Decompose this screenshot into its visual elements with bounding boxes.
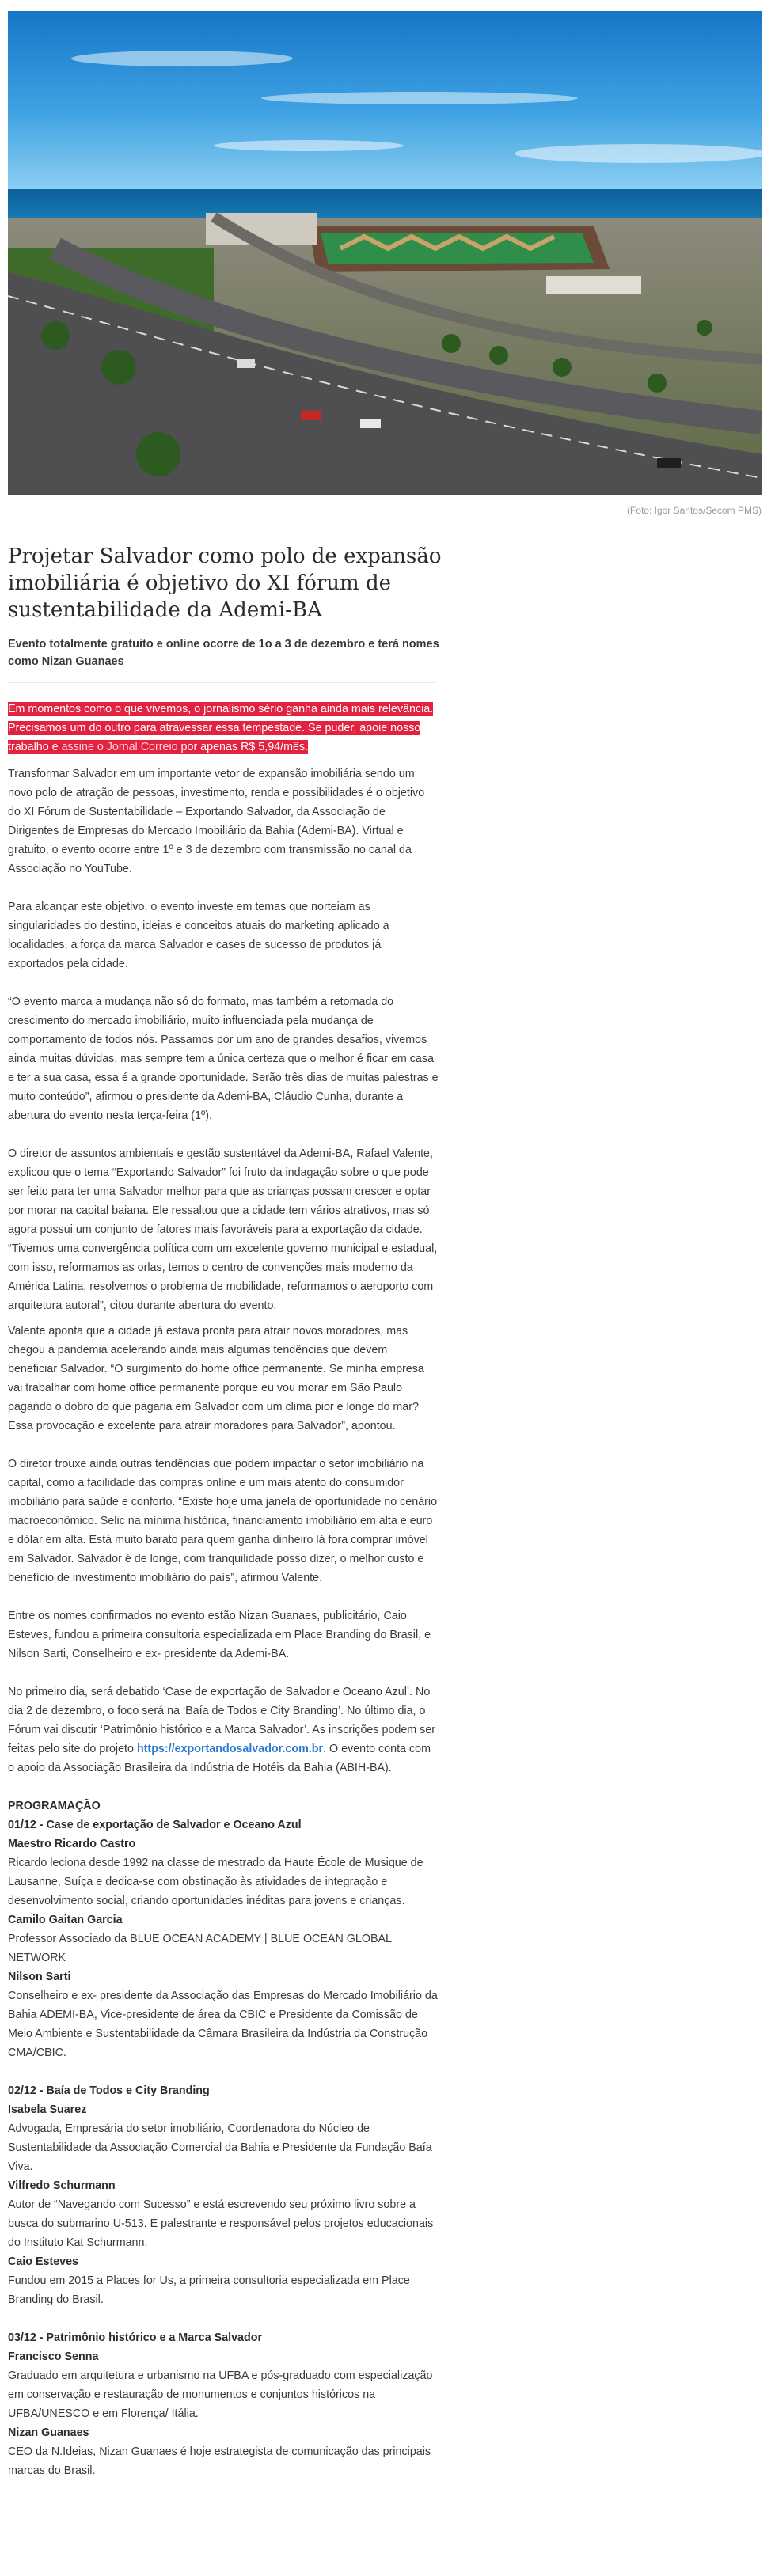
article-paragraph: Para alcançar este objetivo, o evento investe em temas que norteiam as singularidades do destino, ideias e conceitos atuais do marketing aplicado a localidades, a força da marca Salvador e cases de sucesso de produtos já exportados pela cidade.: [8, 901, 389, 970]
session-title: 01/12 - Case de exportação de Salvador e Oceano Azul: [8, 1819, 302, 1831]
article-paragraph: Entre os nomes confirmados no evento estão Nizan Guanaes, publicitário, Caio Esteves, fundou a primeira consultoria especializada em Place Branding do Brasil, e Nilson Sarti, Conselheiro e ex- presidente da Ademi-BA.: [8, 1610, 431, 1660]
article-paragraph: O diretor de assuntos ambientais e gestão sustentável da Ademi-BA, Rafael Valente, explicou que o tema “Exportando Salvador” foi fruto da indagação sobre o que pode ser feito para ter uma Salvador melhor para que as crianças possam crescer e optar por morar na capital baiana. Ele ressaltou que a cidade tem vários atrativos, mas só agora possui um conjunto de fatores mais favoráveis para a exportação da cidade. “Tivemos uma convergência política com um excelente governo municipal e estadual, com isso, reformamos as orlas, temos o centro de convenções mais moderno da América Latina, resolvemos o problema de mobilidade, reformamos o aeroporto com arquitetura autoral”, citou durante abertura do evento.: [8, 1148, 438, 1312]
speaker-name: Francisco Senna: [8, 2350, 99, 2363]
speaker-bio: Autor de “Navegando com Sucesso” e está escrevendo seu próximo livro sobre a busca do submarino U-513. É palestrante e responsável pelos projetos educacionais do Instituto Kat Schurmann.: [8, 2199, 434, 2249]
speaker-bio: Advogada, Empresária do setor imobiliário, Coordenadora do Núcleo de Sustentabilidade da Associação Comercial da Bahia e Presidente da Fundação Baía Viva.: [8, 2123, 432, 2173]
speaker-name: Maestro Ricardo Castro: [8, 1838, 136, 1850]
speaker-bio: Professor Associado da BLUE OCEAN ACADEMY | BLUE OCEAN GLOBAL NETWORK: [8, 1933, 392, 1964]
article-paragraph: O diretor trouxe ainda outras tendências que podem impactar o setor imobiliário na capital, como a facilidade das compras online e um mais atento do consumidor imobiliário para saúde e conforto. “Existe hoje uma janela de oportunidade no cenário macroeconômico. Selic na mínima histórica, financiamento imobiliário em alta e euro e dólar em alta. Está muito barato para quem ganha dinheiro lá fora comprar imóvel em Salvador. Salvador é de longe, com tranquilidade posso dizer, o melhor custo e benefício de investimento imobiliário do país”, afirmou Valente.: [8, 1458, 438, 1584]
speaker-bio: Ricardo leciona desde 1992 na classe de mestrado da Haute École de Musique de Lausanne, Suíça e dedica-se com obstinação às atividades de integração e desenvolvimento social, criando oportunidades inéditas para jovens e crianças.: [8, 1857, 423, 1907]
speaker-name: Nizan Guanaes: [8, 2426, 89, 2439]
subscription-promo: [8, 700, 439, 757]
article-hero-photo: [8, 11, 762, 495]
speaker-name: Caio Esteves: [8, 2255, 79, 2268]
session-title: 03/12 - Patrimônio histórico e a Marca Salvador: [8, 2331, 263, 2344]
speaker-bio: Conselheiro e ex- presidente da Associação das Empresas do Mercado Imobiliário da Bahia ADEMI-BA, Vice-presidente de área da CBIC e Presidente da Comissão de Meio Ambiente e Sustentabilidade da Câmara Brasileira da Indústria da Construção CMA/CBIC.: [8, 1990, 438, 2059]
promo-price: por apenas R$ 5,94/mês.: [177, 741, 309, 753]
promo-text: Em momentos como o que vivemos, o jornalismo sério ganha ainda mais relevância. Precisamos um do outro para atravessar essa tempestade. Se puder, apoie nosso trabalho e: [8, 703, 434, 753]
photo-caption: (Foto: Igor Santos/Secom PMS): [626, 505, 762, 516]
speaker-bio: Graduado em arquitetura e urbanismo na UFBA e pós-graduado com especialização em conservação e restauração de monumentos e conjuntos históricos na UFBA/UNESCO e em Florença/ Itália.: [8, 2369, 433, 2420]
program-session: [8, 1815, 439, 2062]
speaker-name: Nilson Sarti: [8, 1971, 71, 1983]
speaker-bio: Fundou em 2015 a Places for Us, a primeira consultoria especializada em Place Branding do Brasil.: [8, 2274, 410, 2306]
speaker-bio: CEO da N.Ideias, Nizan Guanaes é hoje estrategista de comunicação das principais marcas do Brasil.: [8, 2445, 431, 2477]
article-paragraph: Valente aponta que a cidade já estava pronta para atrair novos moradores, mas chegou a pandemia acelerando ainda mais algumas tendências que devem beneficiar Salvador. “O surgimento do home office permanente. Se minha empresa vai trabalhar com home office permanente porque eu vou morar em São Paulo pagando o dobro do que pagaria em Salvador com um clima pior e longe do mar? Essa provocação é excelente para atrair moradores para Salvador”, apontou.: [8, 1325, 424, 1432]
speaker-name: Isabela Suarez: [8, 2104, 87, 2116]
aerial-photo-icon: [8, 11, 762, 495]
speaker-name: Vilfredo Schurmann: [8, 2180, 116, 2192]
program-session: [8, 2328, 439, 2480]
divider: [8, 682, 435, 683]
registration-paragraph: [8, 1683, 439, 1777]
article-paragraph: “O evento marca a mudança não só do formato, mas também a retomada do crescimento do mercado imobiliário, muito influenciada pela mudança de comportamento de todos nós. Passamos por um ano de grandes desafios, vivemos ainda muitas dúvidas, mas sempre tem a única certeza que o melhor é ficar em casa e ter a sua casa, essa é a grande oportunidade. Serão três dias de muitas palestras e muito conteúdo”, afirmou o presidente da Ademi-BA, Cláudio Cunha, durante a abertura do evento nesta terça-feira (1º).: [8, 996, 439, 1122]
article-subtitle: Evento totalmente gratuito e online ocorre de 1o a 3 de dezembro e terá nomes como Nizan Guanaes: [8, 638, 439, 668]
article-paragraph: Transformar Salvador em um importante vetor de expansão imobiliária sendo um novo polo de atração de pessoas, investimento, renda e possibilidades é o objetivo do XI Fórum de Sustentabilidade – Exportando Salvador, da Associação de Dirigentes de Empresas do Mercado Imobiliário da Bahia (Ademi-BA). Virtual e gratuito, o evento ocorre entre 1º e 3 de dezembro com transmissão no canal da Associação no YouTube.: [8, 768, 425, 875]
article-body: [8, 700, 439, 2499]
session-title: 02/12 - Baía de Todos e City Branding: [8, 2085, 210, 2097]
program-session: [8, 2081, 439, 2309]
program-heading: PROGRAMAÇÃO: [8, 1800, 101, 1812]
article-title: Projetar Salvador como polo de expansão imobiliária é objetivo do XI fórum de sustentabilidade da Ademi-BA: [8, 544, 442, 622]
speaker-name: Camilo Gaitan Garcia: [8, 1914, 123, 1926]
registration-support-text: . O evento conta com o apoio da Associação Brasileira da Indústria de Hotéis da Bahia (ABIH-BA).: [8, 1743, 431, 1774]
subscribe-link[interactable]: assine o Jornal Correio: [61, 741, 178, 753]
registration-text: No primeiro dia, será debatido ‘Case de exportação de Salvador e Oceano Azul’. No dia 2 de dezembro, o foco será na ‘Baía de Todos e City Branding’. No último dia, o Fórum vai discutir ‘Patrimônio histórico e a Marca Salvador’. As inscrições podem ser feitas pelo site do projeto: [8, 1686, 436, 1755]
event-website-link[interactable]: https://exportandosalvador.com.br: [136, 1743, 324, 1755]
